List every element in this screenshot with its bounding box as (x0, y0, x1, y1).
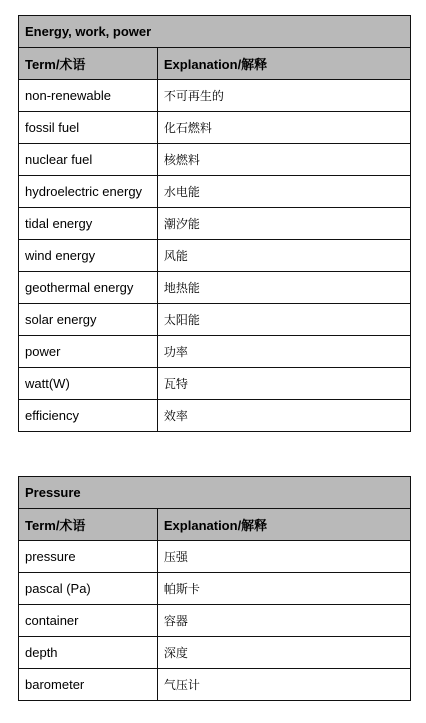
table-row (19, 112, 411, 144)
explanation-cell: 水电能 (157, 176, 410, 208)
term-cell: power (19, 336, 158, 368)
term-cell: efficiency (19, 400, 158, 432)
section-title: Pressure (19, 477, 411, 509)
term-cell: geothermal energy (19, 272, 158, 304)
explanation-cell: 太阳能 (157, 304, 410, 336)
table-row (19, 541, 411, 573)
table-row (19, 368, 411, 400)
term-cell: watt(W) (19, 368, 158, 400)
term-cell: non-renewable (19, 80, 158, 112)
table-title-row (19, 16, 411, 48)
term-cell: wind energy (19, 240, 158, 272)
column-header-row (19, 509, 411, 541)
explanation-cell: 气压计 (157, 669, 410, 701)
explanation-cell: 效率 (157, 400, 410, 432)
term-cell: nuclear fuel (19, 144, 158, 176)
explanation-cell: 不可再生的 (157, 80, 410, 112)
table-row (19, 304, 411, 336)
table-row (19, 637, 411, 669)
term-cell: pascal (Pa) (19, 573, 158, 605)
table-row (19, 669, 411, 701)
explanation-cell: 地热能 (157, 272, 410, 304)
table-row (19, 240, 411, 272)
explanation-cell: 潮汐能 (157, 208, 410, 240)
table-row (19, 272, 411, 304)
table-row (19, 336, 411, 368)
section-title: Energy, work, power (19, 16, 411, 48)
table-row (19, 80, 411, 112)
term-cell: solar energy (19, 304, 158, 336)
term-cell: hydroelectric energy (19, 176, 158, 208)
explanation-cell: 化石燃料 (157, 112, 410, 144)
explanation-cell: 帕斯卡 (157, 573, 410, 605)
explanation-cell: 压强 (157, 541, 410, 573)
table-row (19, 144, 411, 176)
term-cell: barometer (19, 669, 158, 701)
term-cell: container (19, 605, 158, 637)
table-row (19, 208, 411, 240)
explanation-cell: 核燃料 (157, 144, 410, 176)
energy-work-power-table (18, 15, 411, 432)
table-title-row (19, 477, 411, 509)
explanation-cell: 风能 (157, 240, 410, 272)
pressure-table (18, 476, 411, 701)
term-cell: tidal energy (19, 208, 158, 240)
explanation-cell: 深度 (157, 637, 410, 669)
table-row (19, 400, 411, 432)
table-row (19, 573, 411, 605)
term-cell: depth (19, 637, 158, 669)
explanation-cell: 功率 (157, 336, 410, 368)
column-header-row (19, 48, 411, 80)
explanation-cell: 瓦特 (157, 368, 410, 400)
term-cell: fossil fuel (19, 112, 158, 144)
term-cell: pressure (19, 541, 158, 573)
term-column-header: Term/术语 (19, 48, 158, 80)
table-row (19, 605, 411, 637)
table-row (19, 176, 411, 208)
explanation-column-header: Explanation/解释 (157, 509, 410, 541)
term-column-header: Term/术语 (19, 509, 158, 541)
explanation-cell: 容器 (157, 605, 410, 637)
explanation-column-header: Explanation/解释 (157, 48, 410, 80)
